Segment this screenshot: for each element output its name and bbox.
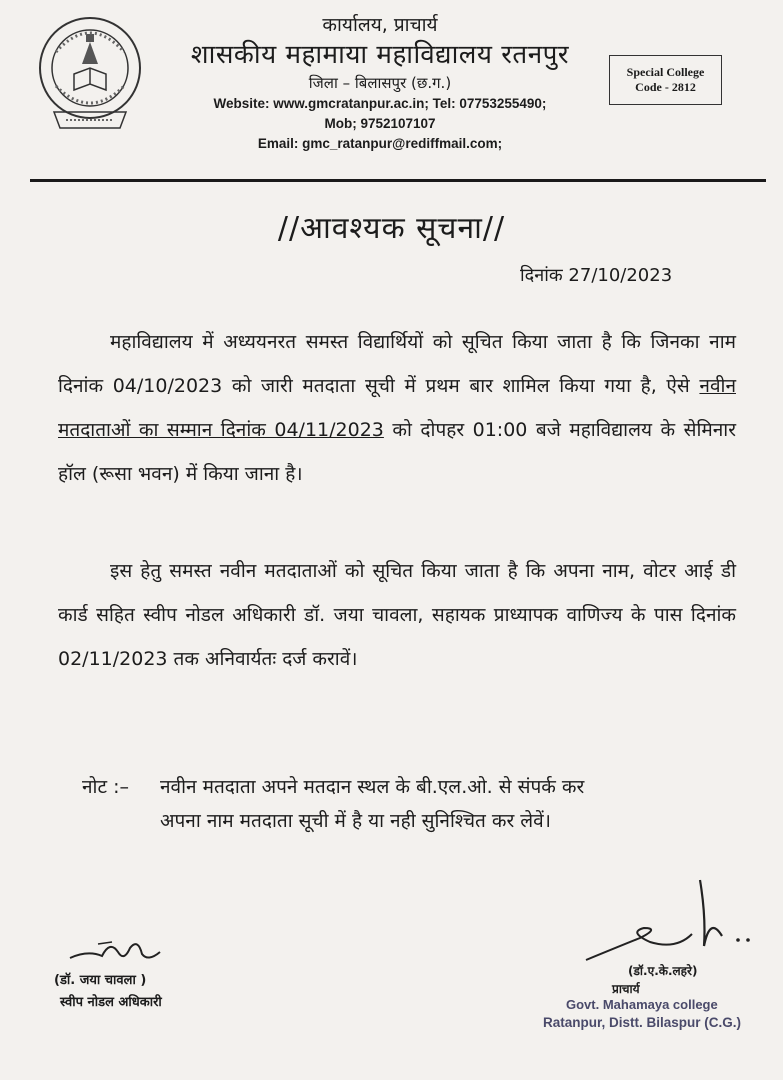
notice-paragraph-1 [58, 320, 736, 544]
college-code-box [609, 55, 722, 105]
left-signatory-name: (डॉ. जया चावला ) [54, 973, 147, 988]
mobile-line: Mob; 9752107107 [324, 116, 436, 131]
left-signatory-role: स्वीप नोडल अधिकारी [60, 995, 162, 1010]
note-block [82, 770, 742, 838]
notice-date: दिनांक 27/10/2023 [520, 265, 673, 286]
notice-paragraph-2: इस हेतु समस्त नवीन मतदाताओं को सूचित किया जाता है कि अपना नाम, वोटर आई डी कार्ड सहित स्वीप नोडल अधिकारी डॉ. जया चावला, सहायक प्राध्यापक वाणिज्य के पास दिनांक 02/11/2023 तक अनिवार्यतः दर्ज करावें। [58, 560, 736, 670]
office-title: कार्यालय, प्राचार्य [322, 14, 438, 36]
para1-text-a: महाविद्यालय में अध्ययनरत समस्त विद्यार्थियों को सूचित किया जाता है कि जिनका नाम दिनांक 04/10/2023 को जारी मतदाता सूची में प्रथम बार शामिल किया गया है, ऐसे [58, 331, 736, 397]
principal-stamp-line-2: Ratanpur, Distt. Bilaspur (C.G.) [543, 1015, 742, 1030]
note-line-1: नवीन मतदाता अपने मतदान स्थल के बी.एल.ओ. से संपर्क कर [160, 776, 585, 798]
college-name: शासकीय महामाया महाविद्यालय रतनपुर [190, 40, 570, 70]
note-line-2: अपना नाम मतदाता सूची में है या नही सुनिश्चित कर लेवें। [160, 810, 551, 832]
header-divider [30, 179, 766, 182]
para1-underlined: नवीन मतदाताओं का सम्मान दिनांक 04/11/2023 [58, 375, 736, 441]
district-line: जिला – बिलासपुर (छ.ग.) [308, 74, 452, 92]
notice-heading: //आवश्यक सूचना// [277, 211, 506, 246]
email-line: Email: gmc_ratanpur@rediffmail.com; [257, 136, 503, 151]
letterhead [150, 12, 610, 154]
left-signature-icon [68, 932, 168, 968]
note-label: नोट :– [82, 776, 129, 798]
code-box-line2: Code - 2812 [635, 80, 696, 94]
principal-stamp-line-1: Govt. Mahamaya college [566, 997, 718, 1012]
college-emblem-icon [36, 12, 144, 134]
right-signatory-role: प्राचार्य [612, 982, 640, 996]
code-box-line1: Special College [626, 65, 705, 79]
para1-text-b: को दोपहर 01:00 बजे महाविद्यालय के सेमिनार हॉल (रूसा भवन) में किया जाना है। [58, 419, 736, 485]
website-line: Website: www.gmcratanpur.ac.in; Tel: 07753255490; [213, 96, 547, 111]
right-signatory-name: (डॉ.ए.के.लहरे) [628, 964, 698, 978]
right-signature-icon [580, 876, 770, 966]
